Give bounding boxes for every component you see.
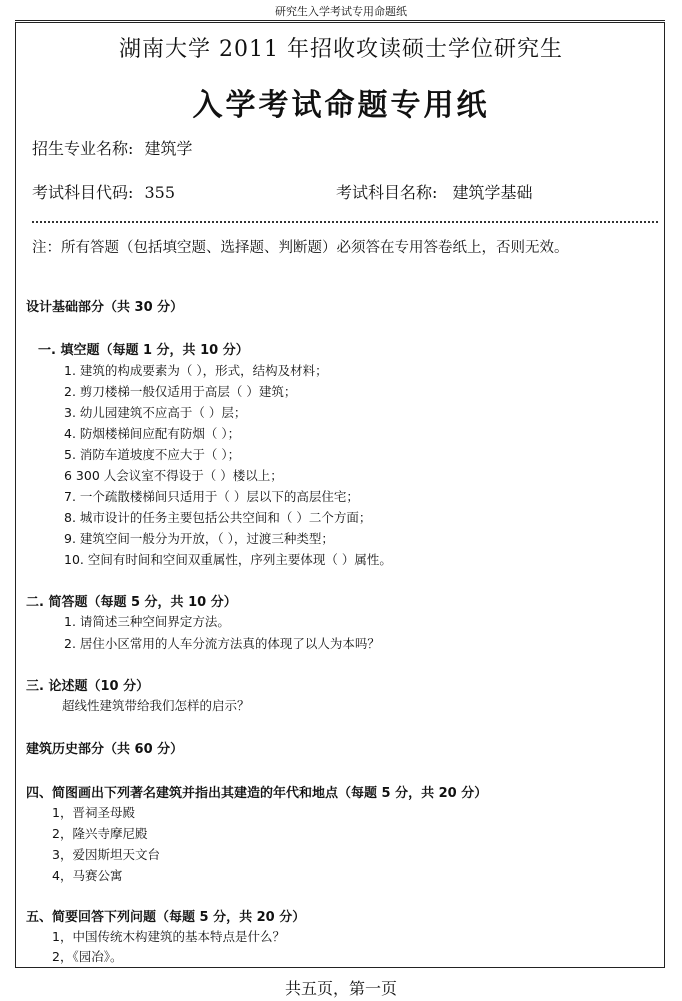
page-header: 研究生入学考试专用命题纸	[275, 5, 407, 18]
dotted-divider	[32, 221, 658, 223]
s3-title: 三. 论述题（10 分）	[26, 679, 150, 694]
subject-row	[336, 180, 533, 203]
s5-item: 1，中国传统木构建筑的基本特点是什么？	[52, 929, 285, 944]
s5-item: 2，《园冶》。	[52, 949, 123, 964]
code-label: 考试科目代码:	[32, 183, 134, 202]
s2-item: 1. 请简述三种空间界定方法。	[64, 614, 230, 629]
s2-item: 2. 居住小区常用的人车分流方法真的体现了以人为本吗？	[64, 636, 380, 651]
s1-title: 一. 填空题（每题 1 分，共 10 分）	[38, 343, 249, 358]
major-label: 招生专业名称:	[32, 139, 134, 158]
s1-item: 1. 建筑的构成要素为（ ），形式，结构及材料；	[64, 363, 328, 378]
s1-item: 3. 幼儿园建筑不应高于（ ）层；	[64, 405, 247, 420]
major-row	[32, 136, 193, 159]
s1-item: 9. 建筑空间一般分为开放，（ ），过渡三种类型；	[64, 531, 334, 546]
s5-title: 五、简要回答下列问题（每题 5 分，共 20 分）	[26, 910, 306, 925]
s4-item: 3，爱因斯坦天文台	[52, 847, 160, 862]
page-footer: 共五页，第一页	[284, 979, 397, 998]
part-design-title: 设计基础部分（共 30 分）	[26, 300, 184, 315]
s1-item: 5. 消防车道坡度不应大于（ ）；	[64, 447, 241, 462]
note: 注：所有答题（包括填空题、选择题、判断题）必须答在专用答卷纸上，否则无效。	[32, 240, 569, 256]
header-rule	[15, 20, 665, 21]
major-value: 建筑学	[144, 139, 193, 158]
s4-item: 2，隆兴寺摩尼殿	[52, 826, 148, 841]
s1-item: 2. 剪刀楼梯一般仅适用于高层（ ）建筑；	[64, 384, 297, 399]
code-value: 355	[144, 183, 176, 202]
part-history-title: 建筑历史部分（共 60 分）	[26, 742, 184, 757]
subject-label: 考试科目名称:	[336, 183, 438, 202]
s1-item: 8. 城市设计的任务主要包括公共空间和（ ）二个方面；	[64, 510, 372, 525]
page-title: 入学考试命题专用纸	[192, 88, 490, 123]
s4-title: 四、简图画出下列著名建筑并指出其建造的年代和地点（每题 5 分，共 20 分）	[26, 786, 488, 801]
s1-item: 7. 一个疏散楼梯间只适用于（ ）层以下的高层住宅；	[64, 489, 359, 504]
s4-item: 4，马赛公寓	[52, 868, 123, 883]
s1-item: 10. 空间有时间和空间双重属性，序列主要体现（ ）属性。	[64, 552, 392, 567]
s1-item: 4. 防烟楼梯间应配有防烟（ ）；	[64, 426, 241, 441]
s2-title: 二. 简答题（每题 5 分，共 10 分）	[26, 595, 237, 610]
s4-item: 1，晋祠圣母殿	[52, 805, 135, 820]
s1-item: 6 300 人会议室不得设于（ ）楼以上；	[64, 468, 283, 483]
code-row	[32, 180, 175, 203]
subject-value: 建筑学基础	[452, 183, 533, 202]
s3-item: 超线性建筑带给我们怎样的启示？	[62, 698, 250, 713]
school-line: 湖南大学 2011 年招收攻读硕士学位研究生	[119, 37, 563, 62]
